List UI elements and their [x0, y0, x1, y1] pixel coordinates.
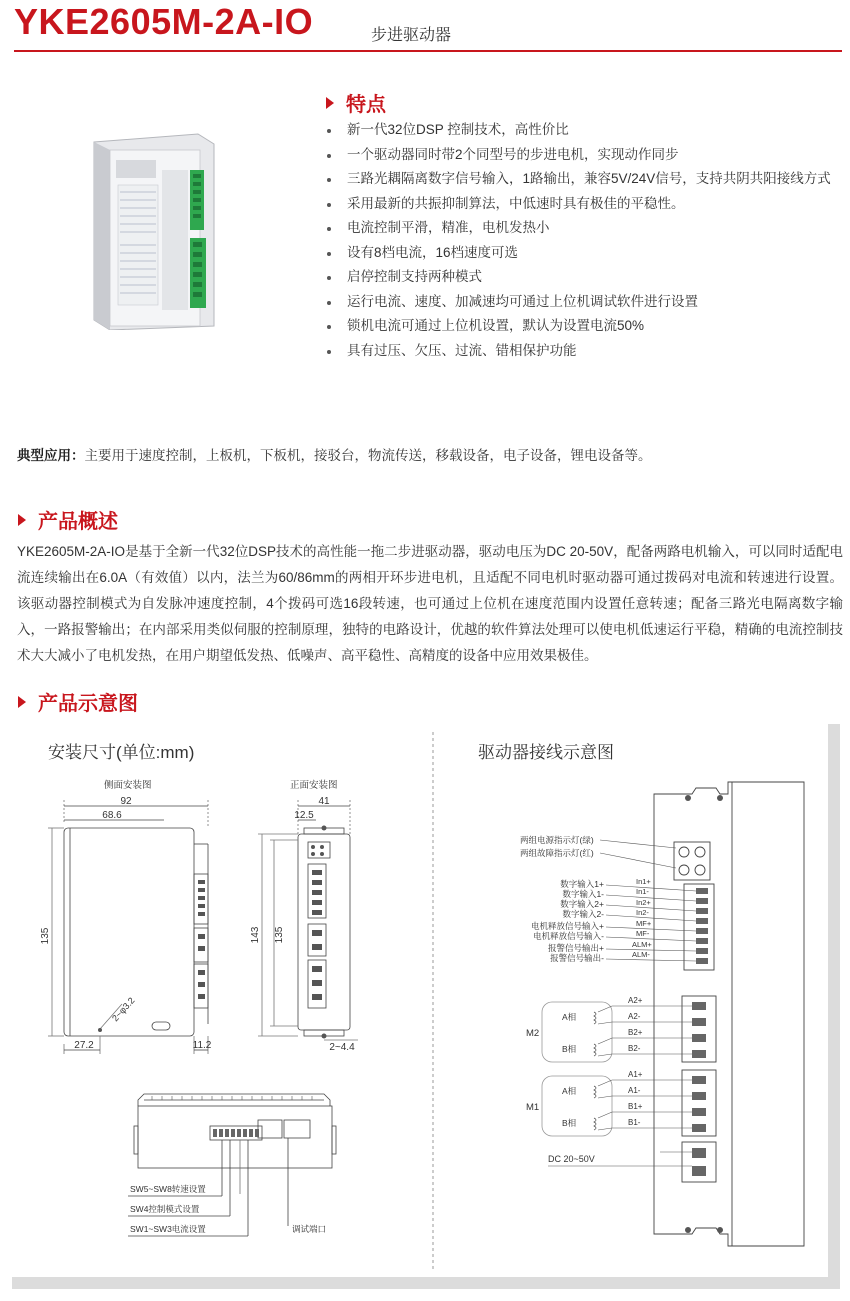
io-pin: In2+: [636, 898, 651, 907]
dim-12-5: 12.5: [294, 810, 314, 821]
feature-item: 具有过压、欠压、过流、错相保护功能: [325, 339, 845, 364]
diagram-panel: [12, 724, 840, 1289]
dim-135-front: 135: [274, 926, 285, 944]
io-label: 电机释放信号输入+: [531, 921, 604, 931]
m2-phase-b: B相: [562, 1044, 577, 1054]
io-pin: MF-: [636, 929, 650, 938]
io-label: 报警信号输出+: [548, 943, 604, 953]
dim-hole-1: 2~φ3.2: [110, 995, 137, 1024]
dim-41: 41: [318, 796, 330, 807]
io-label: 报警信号输出-: [550, 953, 604, 963]
io-pin: In1+: [636, 877, 651, 886]
label-debug-port: 调试端口: [292, 1224, 327, 1234]
m2-pin: B2-: [628, 1044, 641, 1053]
motor-m2: [526, 996, 692, 1062]
heading-arrow-icon: [18, 696, 26, 708]
feature-item: 锁机电流可通过上位机设置，默认为设置电流50%: [325, 314, 845, 339]
front-view-details: [311, 826, 327, 1039]
overview-heading: [18, 505, 118, 534]
motor-m1: [526, 1070, 692, 1136]
feature-item: 电流控制平滑，精准，电机发热小: [325, 216, 845, 241]
features-list: [325, 118, 845, 363]
m1-label: M1: [526, 1102, 540, 1113]
dim-68-6: 68.6: [102, 810, 122, 821]
side-view-drawing: [48, 800, 208, 1054]
label-sw4: SW4控制模式设置: [130, 1204, 200, 1214]
led-label-fault: 两组故障指示灯(红): [520, 848, 594, 858]
m1-pin: A1-: [628, 1086, 641, 1095]
product-subtitle: 步进驱动器: [371, 27, 452, 44]
m2-pin: A2+: [628, 996, 643, 1005]
diagram-title: 产品示意图: [38, 693, 138, 715]
label-sw1-sw3: SW1~SW3电流设置: [130, 1224, 206, 1234]
io-pin: ALM+: [632, 940, 652, 949]
m1-pin: A1+: [628, 1070, 643, 1079]
front-view-label: 正面安装图: [290, 780, 338, 791]
bottom-view-fins: [152, 1096, 312, 1100]
motor-terminal-pins: [692, 1002, 706, 1176]
io-label: 数字输入2-: [562, 909, 604, 919]
application-text: 主要用于速度控制，上板机，下板机，接驳台，物流传送，移载设备，电子设备，锂电设备等。: [84, 448, 652, 463]
dim-92: 92: [120, 796, 132, 807]
wiring-title: 驱动器接线示意图: [478, 743, 614, 762]
dim-11-2: 11.2: [192, 1040, 212, 1051]
dim-hole-2: 2~4.4: [329, 1042, 355, 1053]
led-indicators: [679, 847, 705, 875]
driver-body: [654, 782, 804, 1246]
m2-label: M2: [526, 1028, 540, 1039]
diagram-canvas: [12, 724, 828, 1277]
io-pin: MF+: [636, 919, 652, 928]
m1-pin: B1+: [628, 1102, 643, 1111]
features-heading: [326, 88, 386, 117]
overview-title: 产品概述: [38, 511, 118, 533]
io-labels: [531, 879, 604, 963]
m2-pin: A2-: [628, 1012, 641, 1021]
power-input: [548, 1152, 692, 1166]
dip-switches: [213, 1129, 259, 1137]
dim-27-2: 27.2: [74, 1040, 94, 1051]
power-label: DC 20~50V: [548, 1154, 595, 1164]
bottom-view-drawing: [128, 1094, 336, 1236]
application-label: 典型应用：: [17, 448, 85, 463]
title-bar: [0, 0, 850, 52]
product-image: [86, 130, 226, 330]
io-label: 数字输入1+: [560, 879, 604, 889]
io-pin: In1-: [636, 887, 649, 896]
led-leader-lines: [600, 840, 676, 868]
diagram-svg: [12, 724, 828, 1277]
heading-arrow-icon: [18, 514, 26, 526]
io-label: 数字输入2+: [560, 899, 604, 909]
feature-item: 采用最新的共振抑制算法，中低速时具有极佳的平稳性。: [325, 192, 845, 217]
m1-phase-a: A相: [562, 1086, 577, 1096]
feature-item: 一个驱动器同时带2个同型号的步进电机，实现动作同步: [325, 143, 845, 168]
led-label-power: 两组电源指示灯(绿): [520, 835, 594, 845]
m2-phase-a: A相: [562, 1012, 577, 1022]
feature-item: 设有8档电流，16档速度可选: [325, 241, 845, 266]
model-title: YKE2605M-2A-IO: [14, 1, 314, 42]
front-view-drawing: [258, 800, 358, 1040]
typical-application: [17, 444, 652, 464]
side-view-details: [98, 880, 205, 1032]
feature-item: 三路光耦隔离数字信号输入，1路输出，兼容5V/24V信号，支持共阴共阳接线方式: [325, 167, 845, 192]
install-title: 安装尺寸(单位:mm): [48, 743, 195, 762]
feature-item: 运行电流、速度、加减速均可通过上位机调试软件进行设置: [325, 290, 845, 315]
label-sw5-sw8: SW5~SW8转速设置: [130, 1184, 206, 1194]
io-terminal-pins: [696, 888, 708, 964]
dim-143: 143: [250, 926, 261, 944]
dim-135-side: 135: [40, 927, 51, 945]
overview-text: YKE2605M-2A-IO是基于全新一代32位DSP技术的高性能一拖二步进驱动器，驱动电压为DC 20-50V，配备两路电机输入，可以同时适配电流连续输出在6.0A（有效值）以内，法兰为60/86mm的两相开环步进电机，且适配不同电机时驱动器可通过拨码对电流和转速进行设置。该驱动器控制模式为自发脉冲速度控制，4个拨码可选16段转速，也可通过上位机在速度范围内设置任意转速；配备三路光电隔离数字输入，一路报警输出；在内部采用类似伺服的控制原理，独特的电路设计，优越的软件算法处理可以使电机低速运行平稳，精确的电流控制技术大大减小了电机发热，在用户期望低发热、低噪声、高平稳性、高精度的设备中应用效果极佳。: [17, 544, 843, 663]
diagram-heading: [18, 687, 138, 716]
m1-pin: B1-: [628, 1118, 641, 1127]
io-label: 数字输入1-: [562, 889, 604, 899]
io-label: 电机释放信号输入-: [533, 931, 604, 941]
m1-phase-b: B相: [562, 1118, 577, 1128]
io-pin: In2-: [636, 908, 649, 917]
heading-arrow-icon: [326, 97, 334, 109]
feature-item: 新一代32位DSP 控制技术，高性价比: [325, 118, 845, 143]
title-divider: [14, 50, 842, 52]
m2-pin: B2+: [628, 1028, 643, 1037]
io-pin: ALM-: [632, 950, 650, 959]
feature-item: 启停控制支持两种模式: [325, 265, 845, 290]
features-title: 特点: [346, 94, 386, 116]
side-view-label: 侧面安装图: [104, 780, 152, 791]
